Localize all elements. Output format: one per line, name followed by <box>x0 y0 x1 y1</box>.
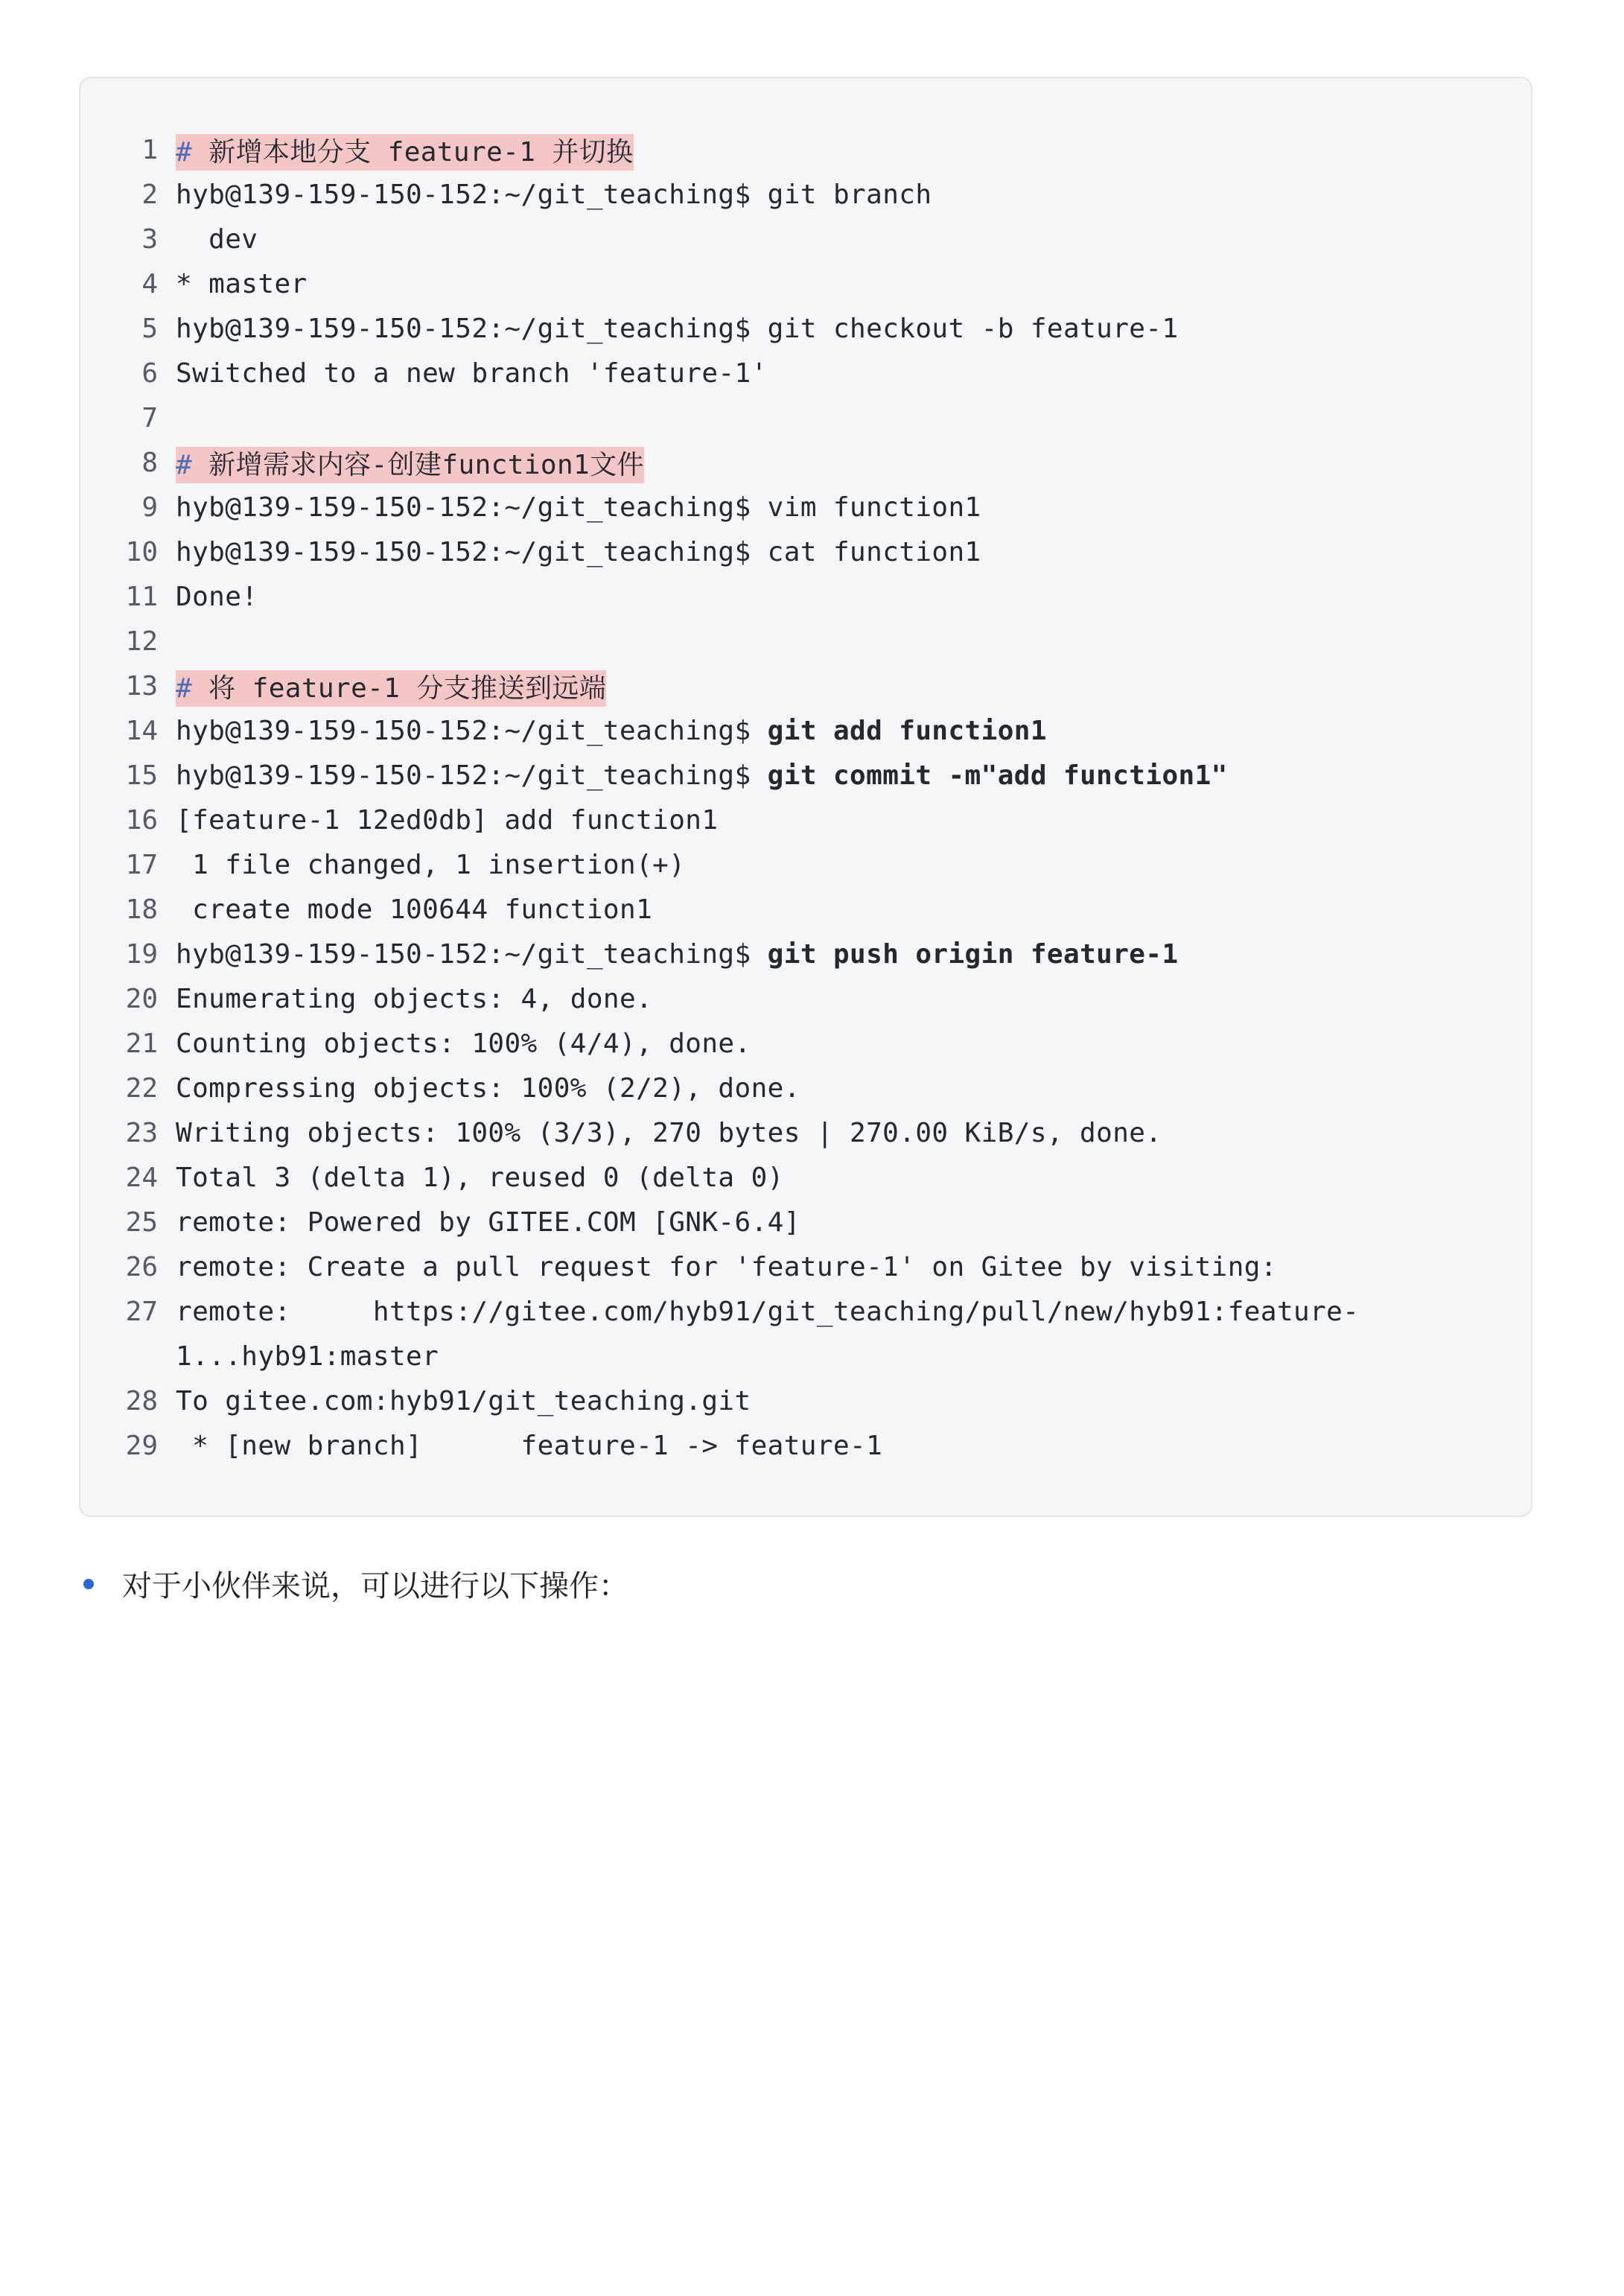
line-number: 18 <box>125 894 158 925</box>
code-text <box>176 1431 882 1461</box>
code-text <box>176 805 718 836</box>
shell-command: git branch <box>767 179 932 210</box>
code-text <box>176 667 606 705</box>
line-number: 1 <box>141 134 158 165</box>
code-text <box>176 984 652 1014</box>
code-line <box>80 1110 1531 1155</box>
output-text: Enumerating objects: 4, done. <box>176 983 653 1014</box>
line-number: 10 <box>125 536 158 567</box>
line-number: 6 <box>141 357 158 389</box>
code-line <box>80 351 1531 395</box>
shell-command: git commit -m"add function1" <box>767 760 1228 791</box>
code-line <box>80 1244 1531 1289</box>
code-line <box>80 1334 1531 1378</box>
line-number: 28 <box>125 1385 158 1416</box>
output-text: Total 3 (delta 1), reused 0 (delta 0) <box>176 1162 784 1193</box>
line-number: 25 <box>125 1206 158 1238</box>
comment-hash: # <box>176 672 193 704</box>
shell-prompt: hyb@139-159-150-152:~/git_teaching$ <box>176 938 768 970</box>
code-line <box>80 932 1531 976</box>
output-text: Counting objects: 100% (4/4), done. <box>176 1028 751 1059</box>
code-text <box>176 1207 800 1238</box>
shell-command: cat function1 <box>767 536 981 567</box>
code-text <box>176 314 1179 344</box>
output-text: remote: Create a pull request for 'feature-1' on Gitee by visiting: <box>176 1251 1277 1282</box>
shell-prompt: hyb@139-159-150-152:~/git_teaching$ <box>176 492 768 523</box>
comment-highlight <box>176 134 634 171</box>
code-line <box>80 619 1531 664</box>
code-line <box>80 708 1531 753</box>
line-number: 22 <box>125 1072 158 1104</box>
output-text: To gitee.com:hyb91/git_teaching.git <box>176 1385 751 1416</box>
output-text: Compressing objects: 100% (2/2), done. <box>176 1072 800 1104</box>
code-line <box>80 172 1531 217</box>
shell-command: git push origin feature-1 <box>767 938 1179 970</box>
code-text <box>176 537 981 567</box>
code-text <box>176 716 1047 746</box>
output-text: create mode 100644 function1 <box>176 894 653 925</box>
bullet-item <box>83 1562 628 1605</box>
code-text <box>176 1118 1162 1148</box>
line-number: 11 <box>125 581 158 612</box>
code-line <box>80 440 1531 485</box>
code-text <box>176 1386 751 1416</box>
code-text <box>176 224 258 255</box>
code-text <box>176 939 1179 970</box>
output-text: remote: https://gitee.com/hyb91/git_teaching/pull/new/hyb91:feature- <box>176 1296 1360 1327</box>
line-number: 8 <box>141 447 158 478</box>
shell-prompt: hyb@139-159-150-152:~/git_teaching$ <box>176 313 768 344</box>
code-line <box>80 1021 1531 1066</box>
line-number: 20 <box>125 983 158 1014</box>
line-number: 23 <box>125 1117 158 1148</box>
output-text: Writing objects: 100% (3/3), 270 bytes | 270.00 KiB/s, done. <box>176 1117 1162 1148</box>
code-line <box>80 217 1531 261</box>
code-line <box>80 261 1531 306</box>
line-number: 4 <box>141 268 158 299</box>
code-text <box>176 1028 751 1059</box>
output-text: Switched to a new branch 'feature-1' <box>176 357 768 389</box>
output-text: Done! <box>176 581 258 612</box>
shell-prompt: hyb@139-159-150-152:~/git_teaching$ <box>176 536 768 567</box>
comment-text: 新增需求内容-创建function1文件 <box>208 449 644 480</box>
code-text <box>176 582 258 612</box>
line-number: 14 <box>125 715 158 746</box>
line-number: 19 <box>125 938 158 970</box>
code-text <box>176 269 308 299</box>
code-line <box>80 306 1531 351</box>
code-text <box>176 760 1228 791</box>
comment-hash: # <box>176 449 193 480</box>
shell-prompt: hyb@139-159-150-152:~/git_teaching$ <box>176 715 768 746</box>
code-line <box>80 485 1531 530</box>
code-line <box>80 1200 1531 1244</box>
code-line <box>80 127 1531 172</box>
line-number: 12 <box>125 626 158 657</box>
code-text <box>176 492 981 523</box>
bullet-text: 对于小伙伴来说，可以进行以下操作： <box>122 1569 628 1603</box>
output-text: * master <box>176 268 308 299</box>
comment-highlight <box>176 447 644 483</box>
line-number: 26 <box>125 1251 158 1282</box>
code-text <box>176 850 685 880</box>
comment-text: 将 feature-1 分支推送到远端 <box>208 672 607 704</box>
output-text: [feature-1 12ed0db] add function1 <box>176 804 719 836</box>
line-number: 16 <box>125 804 158 836</box>
code-line <box>80 842 1531 887</box>
code-line <box>80 1155 1531 1200</box>
code-line <box>80 798 1531 842</box>
bullet-dot-icon <box>83 1579 94 1589</box>
code-text <box>176 894 652 925</box>
line-number: 24 <box>125 1162 158 1193</box>
code-line <box>80 976 1531 1021</box>
code-line <box>80 887 1531 932</box>
code-text <box>176 1341 439 1372</box>
code-text <box>176 131 634 169</box>
line-number: 13 <box>125 670 158 702</box>
code-line <box>80 1423 1531 1468</box>
comment-highlight <box>176 670 606 707</box>
output-text: remote: Powered by GITEE.COM [GNK-6.4] <box>176 1206 800 1238</box>
code-text <box>176 358 768 389</box>
code-line <box>80 753 1531 798</box>
output-text: * [new branch] feature-1 -> feature-1 <box>176 1430 883 1461</box>
line-number: 27 <box>125 1296 158 1327</box>
comment-hash: # <box>176 136 193 168</box>
line-number: 3 <box>141 223 158 255</box>
code-text <box>176 1073 800 1104</box>
line-number: 5 <box>141 313 158 344</box>
shell-prompt: hyb@139-159-150-152:~/git_teaching$ <box>176 760 768 791</box>
code-line <box>80 1378 1531 1423</box>
output-text: dev <box>176 223 258 255</box>
shell-command: git checkout -b feature-1 <box>767 313 1179 344</box>
shell-command: vim function1 <box>767 492 981 523</box>
comment-text: 新增本地分支 feature-1 并切换 <box>208 136 634 168</box>
code-text <box>176 179 932 210</box>
code-text <box>176 1252 1277 1282</box>
line-number: 21 <box>125 1028 158 1059</box>
code-line <box>80 395 1531 440</box>
output-text: 1 file changed, 1 insertion(+) <box>176 849 686 880</box>
code-text <box>176 444 644 482</box>
output-text: 1...hyb91:master <box>176 1341 439 1372</box>
code-block <box>79 77 1532 1517</box>
line-number: 15 <box>125 760 158 791</box>
code-line <box>80 574 1531 619</box>
code-text <box>176 1297 1359 1327</box>
line-number: 2 <box>141 179 158 210</box>
line-number: 9 <box>141 492 158 523</box>
shell-command: git add function1 <box>767 715 1047 746</box>
code-line <box>80 1066 1531 1110</box>
code-line <box>80 530 1531 574</box>
shell-prompt: hyb@139-159-150-152:~/git_teaching$ <box>176 179 768 210</box>
code-line <box>80 1289 1531 1334</box>
line-number: 7 <box>141 402 158 433</box>
line-number: 17 <box>125 849 158 880</box>
line-number: 29 <box>125 1430 158 1461</box>
code-text <box>176 1163 784 1193</box>
code-line <box>80 664 1531 708</box>
